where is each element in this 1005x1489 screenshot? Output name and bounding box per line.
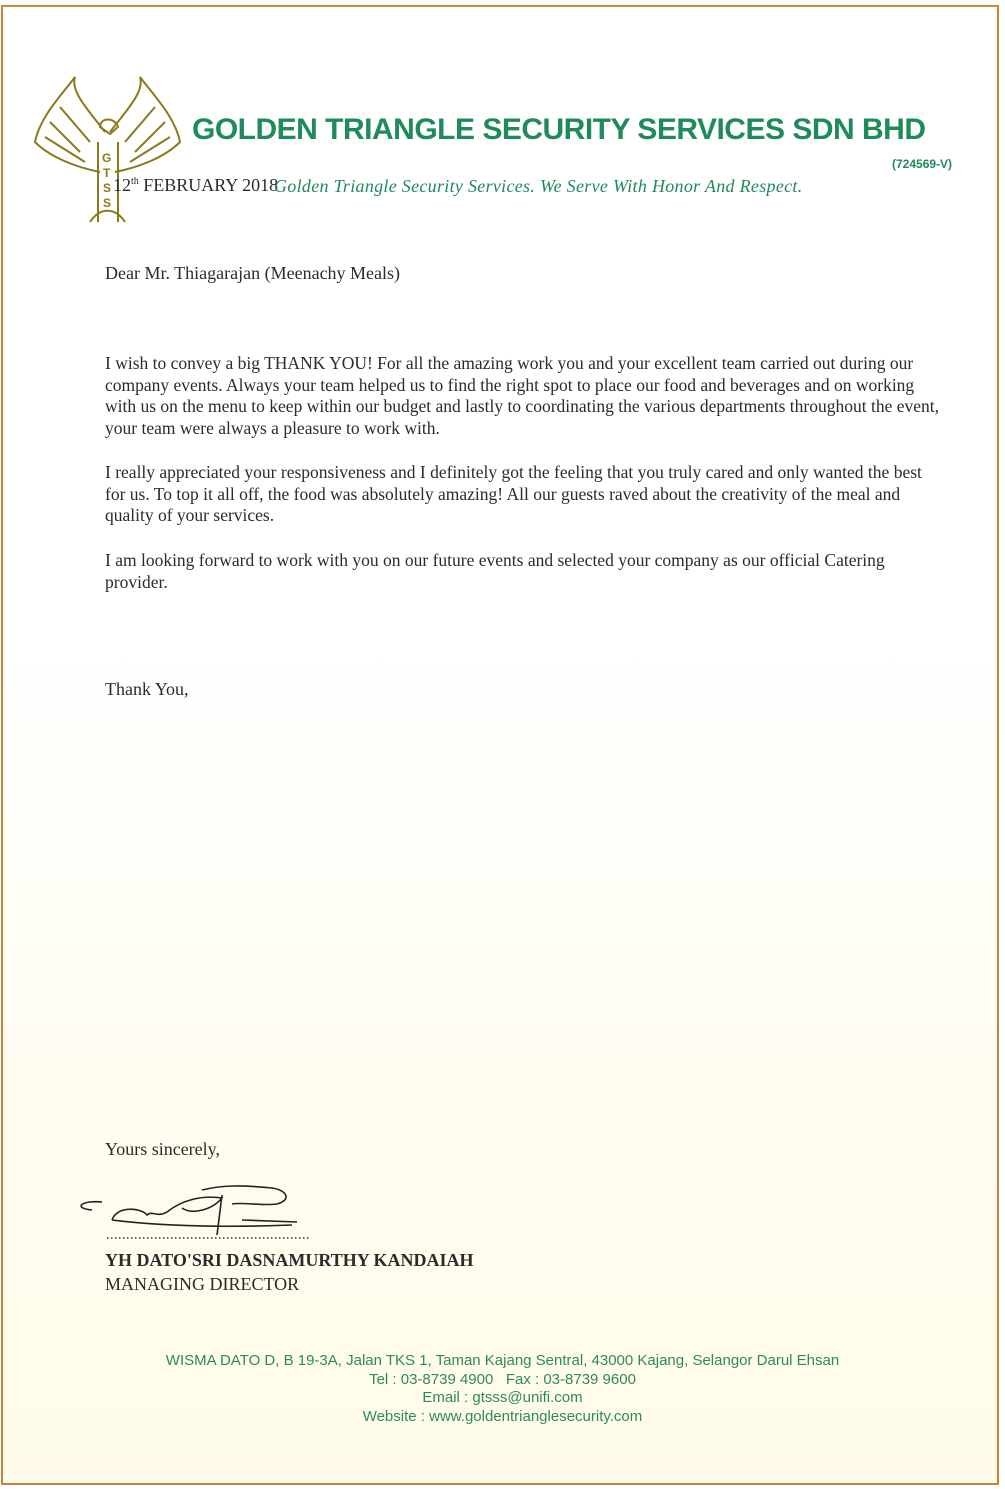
footer-contact <box>0 1352 1005 1426</box>
signatory-name: YH DATO'SRI DASNAMURTHY KANDAIAH <box>105 1250 474 1270</box>
sign-off: Yours sincerely, <box>105 1139 220 1159</box>
body-paragraph: I am looking forward to work with you on our future events and selected your company as our official Catering provider. <box>105 550 885 592</box>
closing: Thank You, <box>105 679 189 699</box>
letter-date <box>113 175 278 196</box>
signature <box>72 1180 312 1240</box>
svg-text:S: S <box>103 196 112 210</box>
company-name: GOLDEN TRIANGLE SECURITY SERVICES SDN BHD <box>192 113 926 146</box>
footer-email: Email : gtsss@unifi.com <box>422 1389 583 1406</box>
registration-number: (724569-V) <box>892 157 953 171</box>
svg-text:S: S <box>103 181 112 195</box>
date-month-year: FEBRUARY 2018 <box>143 175 279 195</box>
svg-text:G: G <box>102 151 112 165</box>
eagle-logo-icon <box>30 72 185 232</box>
date-day: 12 <box>113 175 131 195</box>
company-motto: Golden Triangle Security Services. We Serve With Honor And Respect. <box>274 176 803 196</box>
footer-website: Website : www.goldentrianglesecurity.com <box>362 1407 643 1425</box>
body-paragraph: I wish to convey a big THANK YOU! For all the amazing work you and your excellent team carried out during our company events. Always your team helped us to find the right spot to place our food and beverages and on working with us on the menu to keep within our budget and lastly to coordinating the various departments throughout the event, your team were always a pleasure to work with. <box>105 353 940 438</box>
svg-text:T: T <box>103 166 111 180</box>
date-suffix: th <box>131 176 139 187</box>
footer-phone: Tel : 03-8739 4900 Fax : 03-8739 9600 <box>369 1370 636 1388</box>
signatory-title: MANAGING DIRECTOR <box>105 1274 300 1294</box>
body-paragraph: I really appreciated your responsiveness and I definitely got the feeling that you truly cared and only wanted the best for us. To top it all off, the food was absolutely amazing! All our guests raved about the creativity of the meal and quality of your services. <box>105 462 922 525</box>
footer-address: WISMA DATO D, B 19-3A, Jalan TKS 1, Taman Kajang Sentral, 43000 Kajang, Selangor Darul Ehsan <box>165 1352 840 1369</box>
salutation: Dear Mr. Thiagarajan (Meenachy Meals) <box>105 263 401 283</box>
